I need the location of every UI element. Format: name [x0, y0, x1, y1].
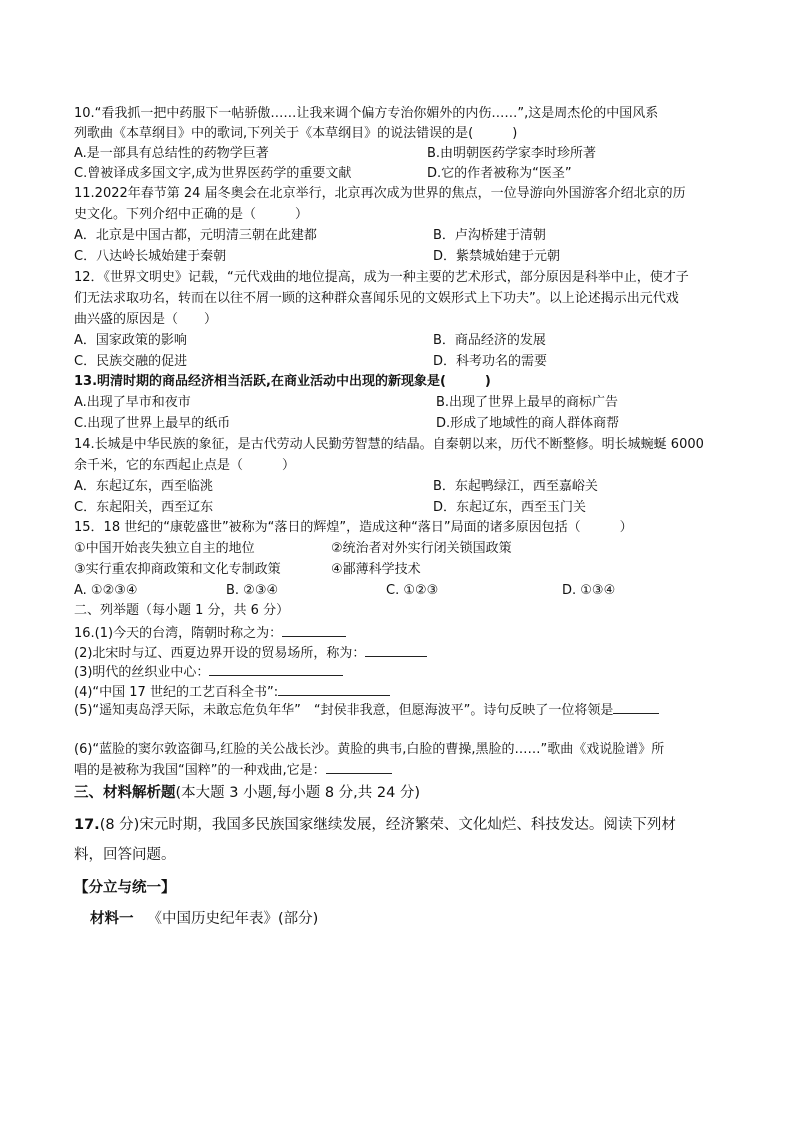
q17-text: (8 分)宋元时期，我国多民族国家继续发展，经济繁荣、文化灿烂、科技发达。阅读下列材: [99, 817, 676, 833]
q13-option-b: B.出现了世界上最早的商标广告: [436, 395, 619, 410]
q14-option-b: B．东起鸭绿江，西至嘉峪关: [433, 479, 598, 494]
q12-line3: 曲兴盛的原因是（ ）: [74, 312, 218, 327]
q10-option-b: B.由明朝医药学家李时珍所著: [427, 146, 597, 161]
q10-line2: 列歌曲《本草纲目》中的歌词,下列关于《本草纲目》的说法错误的是( ): [74, 126, 518, 141]
section3-note: (本大题 3 小题,每小题 8 分,共 24 分): [175, 785, 421, 801]
q16-6-line2: [74, 760, 392, 780]
q12-line1: 12．《世界文明史》记载，“元代戏曲的地位提高，成为一种主要的艺术形式，部分原因是科举中止，使才子: [74, 270, 689, 285]
q10-line1: 10.“看我抓一把中药服下一帖骄傲……让我来调个偏方专治你媚外的内伤……”,这是周杰伦的中国风系: [74, 106, 659, 121]
q16-1-text: 16.(1)今天的台湾，隋朝时称之为：: [74, 626, 283, 641]
q11-line2: 史文化。下列介绍中正确的是（ ）: [74, 207, 309, 222]
q16-4-text: (4)“中国 17 世纪的工艺百科全书”:: [74, 685, 279, 700]
q17-line1: [74, 814, 676, 836]
q12-line2: 们无法求取功名，转而在以往不屑一顾的这种群众喜闻乐见的文娱形式上下功夫”。以上论述揭示出元代戏: [74, 291, 679, 306]
section3-title: 三、材料解析题: [74, 785, 176, 801]
q14-option-a: A．东起辽东，西至临洮: [74, 479, 213, 494]
q16-6-answer-blank[interactable]: [326, 760, 392, 774]
q15-option-b: B. ②③④: [226, 583, 279, 598]
q15-option-c: C. ①②③: [386, 583, 439, 598]
q14-option-d: D．东起辽东，西至玉门关: [433, 500, 587, 515]
material-label: 材料一: [90, 911, 134, 927]
q11-line1: 11.2022年春节第 24 届冬奥会在北京举行，北京再次成为世界的焦点，一位导游向外国游客介绍北京的历: [74, 186, 686, 201]
material-title: 《中国历史纪年表》(部分): [147, 911, 319, 927]
q11-option-d: D．紫禁城始建于元朝: [433, 249, 561, 264]
q16-3: [74, 662, 343, 682]
q14-line1: 14.长城是中华民族的象征，是古代劳动人民勤劳智慧的结晶。自秦朝以来，历代不断整修。明长城蜿蜒 6000: [74, 437, 704, 452]
q13-option-c: C.出现了世界上最早的纸币: [74, 416, 231, 431]
q12-option-d: D．科考功名的需要: [433, 354, 548, 369]
q13-line1: 13.明清时期的商品经济相当活跃,在商业活动中出现的新现象是( ): [74, 374, 491, 389]
q16-4: [74, 682, 390, 702]
q16-3-text: (3)明代的丝织业中心：: [74, 665, 210, 680]
q16-2-text: (2)北宋时与辽、西夏边界开设的贸易场所，称为：: [74, 646, 366, 661]
q11-option-a: A．北京是中国古都，元明清三朝在此建都: [74, 228, 317, 243]
q16-4-answer-blank[interactable]: [278, 682, 390, 696]
q16-1-answer-blank[interactable]: [282, 623, 346, 637]
q12-option-c: C．民族交融的促进: [74, 354, 188, 369]
q12-option-a: A．国家政策的影响: [74, 333, 187, 348]
q16-6-line1: (6)“蓝脸的窦尔敦盗御马,红脸的关公战长沙。黄脸的典韦,白脸的曹操,黑脸的……”歌曲《戏说脸谱》所: [74, 742, 665, 757]
q12-option-b: B．商品经济的发展: [433, 333, 546, 348]
q11-option-c: C．八达岭长城始建于秦朝: [74, 249, 227, 264]
q11-option-b: B．卢沟桥建于清朝: [433, 228, 546, 243]
q10-option-d: D.它的作者被称为“医圣”: [427, 166, 572, 181]
material-one: [90, 908, 318, 930]
q17-line2: 料，回答问题。: [74, 847, 176, 863]
q16-3-answer-blank[interactable]: [209, 662, 343, 676]
q15-line1: 15．18 世纪的“康乾盛世”被称为“落日的辉煌”，造成这种“落日”局面的诸多原因包括（ ）: [74, 520, 633, 535]
section2-heading: 二、列举题（每小题 1 分，共 6 分）: [74, 603, 290, 618]
q16-2-answer-blank[interactable]: [365, 643, 427, 657]
q14-option-c: C．东起阳关，西至辽东: [74, 500, 214, 515]
q13-option-d: D.形成了地域性的商人群体商帮: [436, 416, 620, 431]
q16-1: [74, 623, 346, 643]
q15-item-4: ④鄙薄科学技术: [331, 562, 421, 577]
q10-option-a: A.是一部具有总结性的药物学巨著: [74, 146, 269, 161]
q10-option-c: C.曾被译成多国文字,成为世界医药学的重要文献: [74, 166, 352, 181]
q15-option-d: D. ①③④: [562, 583, 616, 598]
q17-number: 17.: [74, 817, 100, 833]
q15-item-1: ①中国开始丧失独立自主的地位: [74, 541, 255, 556]
q16-6-text: 唱的是被称为我国“国粹”的一种戏曲,它是：: [74, 763, 326, 778]
q13-option-a: A.出现了早市和夜市: [74, 395, 191, 410]
q15-item-2: ②统治者对外实行闭关锁国政策: [331, 541, 512, 556]
q14-line2: 余千米，它的东西起止点是（ ）: [74, 458, 296, 473]
q16-5-answer-blank[interactable]: [613, 700, 659, 714]
subsection-heading: 【分立与统一】: [74, 880, 176, 896]
section3-heading: [74, 782, 420, 804]
q15-item-3: ③实行重农抑商政策和文化专制政策: [74, 562, 281, 577]
q16-5: [74, 700, 659, 720]
q15-option-a: A. ①②③④: [74, 583, 138, 598]
q16-2: [74, 643, 427, 663]
q16-5-text: (5)“遥知夷岛浮天际，未敢忘危负年华” “封侯非我意，但愿海波平”。诗句反映了一位将领是: [74, 703, 614, 718]
